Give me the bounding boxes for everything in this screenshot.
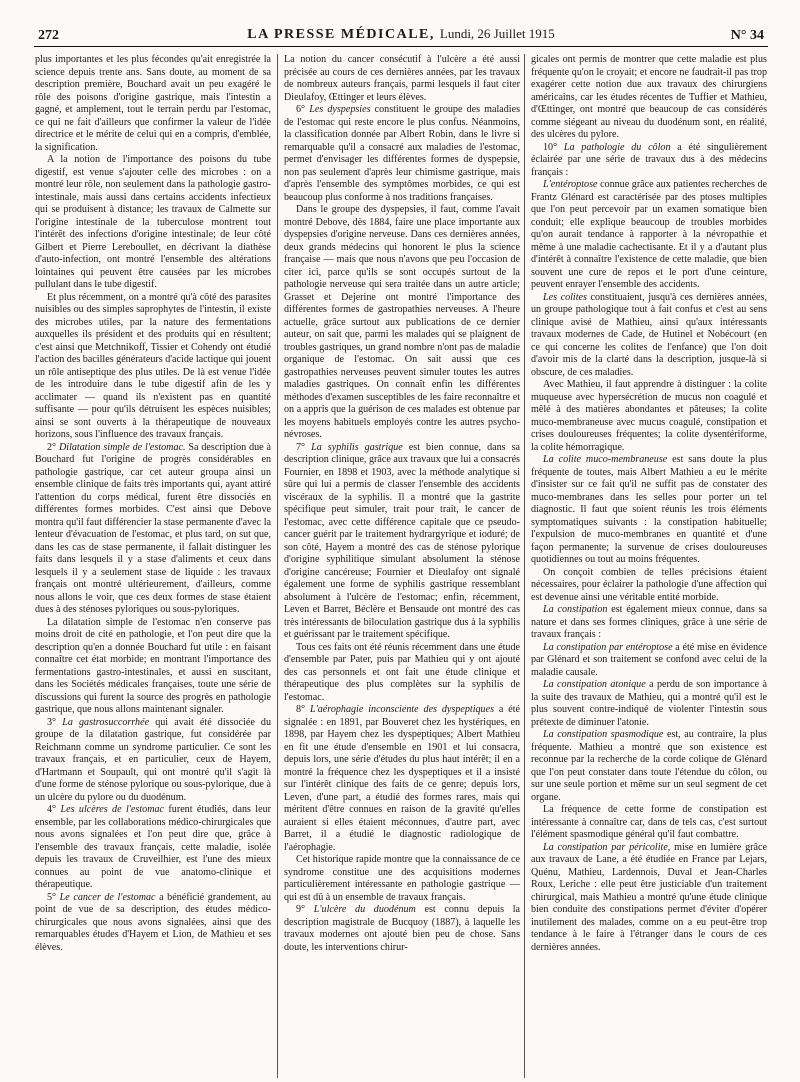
paragraph [531,567,767,605]
item-number: 4° [47,804,61,815]
paragraph [284,904,520,954]
paragraph-text: constituaient, jusqu'à ces dernières années, un groupe pathologique tout à fait confus et c'est au sens clinique avisé de Mathieu, ainsi qu'aux intéressants travaux modernes de Cade, de Hutinel et Nobécourt (en ce qui concerne les colites de l'enfance) que l'on doit d'avoir mis de la clarté dans la description, jusque-là si obscure, de ces maladies. [531,291,767,378]
paragraph-text: gicales ont permis de montrer que cette maladie est plus fréquente qu'on le croyait; et encore ne faudrait-il pas trop exagérer cette notion due aux travaux des chirurgiens américains, car les études récentes de Tuffier et Mathieu, d'Œttinger, ont montré que beaucoup de cas considérés comme siégeant au niveau du duodénum sont, en réalité, des ulcères du pylore. [531,54,767,140]
section-heading: L'entéroptose [543,179,598,190]
text-column-2 [284,54,520,1080]
section-heading: Le cancer de l'estomac [59,891,156,903]
paragraph-text: est bien connue, dans sa description clinique, grâce aux travaux que lui a consacrés Fournier, en 1898 et 1903, avec la méthode analytique si sûre qui lui a permis de classer l'ensemble des accidents viscéraux de la syphilis. Il a montré que la gastrite spécifique peut simuler, trait pour trait, le cancer de l'estomac, avec cette différence capitale que ce pseudo-cancer guérit par le traitement hydrargyrique et ioduré; de son côté, Hayem a montré des cas de sténose pylorique d'origine syphilitique simulant absolument la sténose d'origine cancéreuse; Fournier et Dieulafoy ont signalé également une forme de syphilis gastrique ressemblant absolument à l'ulcère de l'estomac; enfin, récemment, Leven et Barret, Béclère et Bensaude ont montré des cas très intéressants de biloculation gastrique dus à la syphilis et guérissant par le traitement spécifique. [284,441,520,640]
paragraph-text: La dilatation simple de l'estomac n'en conserve pas moins droit de cité en pathologie, et l'on peut dire que la description qu'en a donnée Bouchard fut utile : en faisant connaître cet état morbide; en montrant l'importance des fermentations gastro-intestinales, et aussi en suscitant, dans les Sociétés médicales françaises, toute une série de discussions qui furent la source des progrès en pathologie gastrique, que nous allons maintenant signaler. [35,616,271,715]
issue-date: Lundi, 26 Juillet 1915 [439,26,555,41]
section-heading: La gastrosuccorrhée [62,716,150,728]
section-heading: La syphilis gastrique [311,441,403,453]
item-number: 6° [296,104,310,115]
paragraph-text: Sa description due à Bouchard fut l'origine de progrès considérables en pathologie gastrique, car cet auteur groupa ainsi un ensemble clinique de faits très importants qui, ayant attiré l'attention du corps médical, furent être dissociés en différentes formes morbides. C'est ainsi que Debove montra qu'il faut différencier la stase permanente d'avec la lenteur d'évacuation de l'estomac, et plus tard, on sut que, dans les cas de stase permanente, il fallait distinguer les faits dans lesquels il y a stase d'aliments et ceux dans lesquels il y a seulement stase de liquide : les travaux français ont montré ultérieurement, d'ailleurs, comme nous allons le voir, que ces deux formes de stase étaient dues à des sténoses pyloriques ou sous-pyloriques. [35,441,271,615]
paragraph-text: La notion du cancer consécutif à l'ulcère a été aussi précisée au cours de ces dernières années, par les travaux de nombreux auteurs français, parmi lesquels il faut citer Dieulafoy, Œttinger et leurs élèves. [284,54,520,103]
paragraph-text: connue grâce aux patientes recherches de Frantz Glénard est caractérisée par des ptoses multiples que l'on peut percevoir par un examen somatique bien conduit; elle explique beaucoup de troubles morbides qu'on aurait tendance à rapporter à la névropathie et même à une maladie cachectisante. Et il y a d'autant plus d'intérêt à connaître l'existence de cette maladie, que bien souvent une cure de repos et le port d'une ceinture, peuvent enrayer l'ensemble des accidents. [531,179,767,290]
paragraph [35,154,271,292]
paragraph [35,804,271,892]
item-number: 9° [296,904,314,915]
paragraph [35,892,271,955]
section-heading: La constipation par entéroptose [543,641,673,653]
paragraph [284,54,520,104]
item-number: 7° [296,441,312,453]
paragraph-text: Et plus récemment, on a montré qu'à côté des parasites nuisibles ou des simples saprophytes de l'intestin, il existe des microbes utiles, par la nature des fermentations auxquelles ils président et des produits qui en résultent; c'est ainsi que Metchnikoff, Tissier et Cohendy ont étudié l'action des bacilles générateurs d'acide lactique qui jouent un rôle antiseptique des plus utiles. De là est venue l'idée de les introduire dans le tube digestif afin de les y acclimater — quand ils n'existent pas en quantité suffisante — pour qu'ils détruisent les espèces nuisibles; ainsi se sont ouverts à la thérapeutique de nouveaux horizons, sous l'influence des travaux français. [35,291,271,440]
paragraph [531,454,767,567]
paragraph [284,642,520,705]
paragraph [531,292,767,380]
paragraph [284,854,520,904]
paragraph-text: A la notion de l'importance des poisons du tube digestif, est venue s'ajouter celle des microbes : on a montré leur rôle, non seulement dans la pathologie gastro-intestinale, mais aussi dans certains accidents infectieux qui se produisent à distance; les travaux de Calmette sur l'origine intestinale de la tuberculose montrent tout l'intérêt des infections d'origine intestinale; de leur côté Gilbert et Pierre Lereboullet, en décrivant la diathèse d'auto-infection, ont montré l'ensemble des altérations lointaines qui peuvent être causées par les microbes pullulant dans le tube digestif. [35,154,271,290]
section-heading: Les dyspepsies [309,104,371,115]
paragraph [531,379,767,454]
paragraph-text: est sans doute la plus fréquente de toutes, mais Albert Mathieu a eu le mérite d'insister sur ce fait qu'il ne suffit pas de constater des muco-membranes dans les selles pour porter un tel diagnostic. Il faut que soient réunis les trois éléments symptomatiques suivants : la constipation habituelle; l'expulsion de muco-membranes en quantité et d'une façon permanente; la survenue de crises douloureuses quotidiennes ou tout au moins fréquentes. [531,454,767,565]
text-column-3 [531,54,767,1080]
paragraph [531,642,767,680]
section-heading: La constipation [543,604,608,615]
column-divider [277,54,278,1078]
item-number: 5° [47,891,60,903]
section-heading: La pathologie du côlon [563,141,671,153]
paragraph [284,204,520,442]
section-heading: L'aérophagie inconsciente des dyspeptiques [309,704,495,715]
paragraph-text: a été mise en évidence par Glénard et son traitement se confond avec celui de la maladie causale. [531,641,767,678]
section-heading: Dilatation simple de l'estomac. [58,441,186,453]
paragraph [284,442,520,642]
paragraph [35,717,271,805]
paragraph-text: mise en lumière grâce aux travaux de Lane, a été étudiée en France par Lejars, Quénu, Mathieu, Lardennois, Duval et Jean-Charles Roux, Leriche : elle peut être justiciable d'un traitement chirurgical, mais Mathieu a montré qu'une étude clinique bien conduite des constipations permet d'éviter d'opérer inutilement des malades, comme on a eu peut-être trop tendance à le faire à l'étranger dans le cours de ces dernières années. [531,841,767,953]
paragraph [35,442,271,617]
paragraph-text: plus importantes et les plus fécondes qu'ait enregistrée la science depuis trente ans. Sans doute, au moment de sa description première, Bouchard avait un peu exagéré le rôle des poisons d'origine gastrique, mais l'intestin a gagné, et amplement, tout le terrain perdu par l'estomac, ce qui ne fait d'ailleurs que confirmer la valeur de l'idée directrice et le mérite de celui qui en a compris, d'emblée, la signification. [35,54,271,153]
paragraph-text: La fréquence de cette forme de constipation est intéressante à connaître car, dans de tels cas, c'est surtout l'élément spasmodique général qu'il faut combattre. [531,804,767,840]
paragraph-text: constituent le groupe des maladies de l'estomac qui reste encore le plus confus. Néanmoins, la classification donnée par Albert Robin, dans le livre si remarquable qu'il a consacré aux maladies de l'estomac, permet d'envisager les différentes formes de dyspepsie, non pas seulement d'après leur chimisme gastrique, mais d'après l'ensemble des symptômes morbides, ce qui est beaucoup plus conforme à nos traditions françaises. [284,104,520,203]
paragraph-text: qui avait été dissociée du groupe de la dilatation gastrique, fut considérée par Reichmann comme un syndrome particulier. Ce sont les travaux français, et en particulier, ceux de Hayem, d'Hartmann et Soupault, qui ont montré qu'il s'agit là d'une forme de sténose pylorique ou sous-pylorique, due à un ulcère du pylore ou du duodénum. [35,716,271,803]
paragraph-text: Cet historique rapide montre que la connaissance de ce syndrome constitue une des acquisitions modernes particulièrement intéressante en pathologie gastrique — qui est dû à un ensemble de travaux français. [284,854,520,903]
item-number: 3° [47,716,63,728]
paragraph-text: furent étudiés, dans leur ensemble, par les collaborations médico-chirurgicales que nous avons signalées et l'on peut dire que, grâce à l'ensemble des travaux français, cette maladie, isolée depuis les travaux de Cruveilhier, est l'une des mieux connues au point de vue anatomo-clinique et thérapeutique. [35,804,271,890]
paragraph [284,104,520,204]
paragraph-text: est également mieux connue, dans sa nature et dans ses formes cliniques, grâce à une série de travaux français : [531,604,767,640]
issue-number: N° 34 [730,28,764,43]
column-divider [524,54,525,1078]
paragraph [531,679,767,729]
section-heading: La constipation spasmodique [543,729,664,740]
paragraph [531,54,767,142]
paragraph [531,179,767,292]
section-heading: La colite muco-membraneuse [543,454,668,465]
paragraph-text: Tous ces faits ont été réunis récemment dans une étude d'ensemble par Pater, puis par Mathieu qui y ont ajouté des cas personnels et ont fait une étude clinique et thérapeutique des plus complètes sur la syphilis de l'estomac. [284,641,520,703]
item-number: 8° [296,704,310,715]
header-rule [34,46,768,47]
paragraph [35,617,271,717]
section-heading: Les colites [543,291,587,303]
running-title [38,26,764,43]
paragraph-text: a bénéficié grandement, au point de vue de sa description, des études médico-chirurgicales que nous avons signalées, ainsi que des remarquables études d'Hayem et Lion, de Mathieu et ses élèves. [35,891,271,953]
paragraph [531,142,767,180]
section-heading: L'ulcère du duodénum [313,904,416,915]
item-number: 10° [543,141,564,153]
paragraph [531,729,767,804]
section-heading: La constipation atonique [543,679,646,690]
paragraph [531,604,767,642]
item-number: 2° [47,441,59,453]
paragraph [284,704,520,854]
paragraph-text: est, au contraire, la plus fréquente. Mathieu a montré que son existence est reconnue par la recherche de la corde colique de Glénard que l'on peut constater dans toute l'étendue du côlon, ou sur une seule portion et même sur un seul segment de cet organe. [531,729,767,803]
paragraph-text: a été signalée : en 1891, par Bouveret chez les hystériques, en 1898, par Hayem chez les dyspeptiques; Albert Mathieu en fit une étude d'ensemble en 1901 et lui consacra, depuis lors, une série d'études du plus haut intérêt; il en a montré la fréquence chez les dyspeptiques et il a insisté sur l'intérêt clinique des faits de ce genre; depuis lors, Leven, d'une part, a étudié des formes rares, mais qui méritent d'être connues en raison de la gravité qu'elles auraient si elles étaient méconnues, d'autre part, avec Barret, il a étudié le diagnostic radiologique de l'aérophagie. [284,704,520,853]
paragraph [35,54,271,154]
page-number: 272 [38,28,59,43]
paragraph [531,804,767,842]
section-heading: La constipation par péricolite, [543,841,671,853]
section-heading: Les ulcères de l'estomac [60,804,165,815]
paragraph [531,842,767,955]
paragraph-text: est connu depuis la description magistrale de Bucquoy (1887), à laquelle les travaux modernes ont ajouté bien peu de chose. Sans doute, les interventions chirur- [284,904,520,953]
text-column-1 [35,54,271,1080]
paragraph-text: Dans le groupe des dyspepsies, il faut, comme l'avait montré Debove, dès 1884, faire une place importante aux dyspepsies d'origine nerveuse. Dans ces dernières années, deux grands médecins qui honorent le plus la science française — mais que nous n'avons que peu l'occasion de citer ici, parce qu'ils se sont occupés surtout de la pathologie nerveuse qui sera traitée dans un autre article; Grasset et Dejerine ont montré l'importance des différentes formes de gastropathies nerveuses. A l'heure actuelle, grâce surtout aux publications de ce dernier auteur, on sait que, parmi les malades qui se plaignent de troubles gastriques, un grand nombre n'ont pas de maladie organique de l'estomac. On sait aussi que ces gastropathies nerveuses peuvent simuler toutes les autres maladies gastriques. On connaît enfin les différentes méthodes d'examen susceptibles de les faire reconnaître et on a appris que la guérison de ces malades est obtenue par les moyens habituels employés contre les autres psycho-névroses. [284,204,520,440]
journal-title: LA PRESSE MÉDICALE, [247,27,435,42]
paragraph-text: Avec Mathieu, il faut apprendre à distinguer : la colite muqueuse avec hypersécrétion de mucus non coagulé et mêlé à des matières abondantes et pâteuses; la colite muco-membraneuse avec mucus coagulé, constipation et crises douloureuses fréquentes; la colite dysentériforme, la colite hémorragique. [531,379,767,453]
paragraph-text: a perdu de son importance à la suite des travaux de Mathieu, qui a montré qu'il est le plus souvent contre-indiqué de violenter l'intestin sous prétexte de diminuer l'atonie. [531,679,767,728]
paragraph [35,292,271,442]
paragraph-text: a été singulièrement éclairée par une série de travaux dus à des médecins français : [531,141,767,178]
page-header [38,26,764,46]
paragraph-text: On conçoit combien de telles précisions étaient nécessaires, pour éclairer la pathologie d'une affection qui est devenue ainsi une véritable entité morbide. [531,566,767,603]
